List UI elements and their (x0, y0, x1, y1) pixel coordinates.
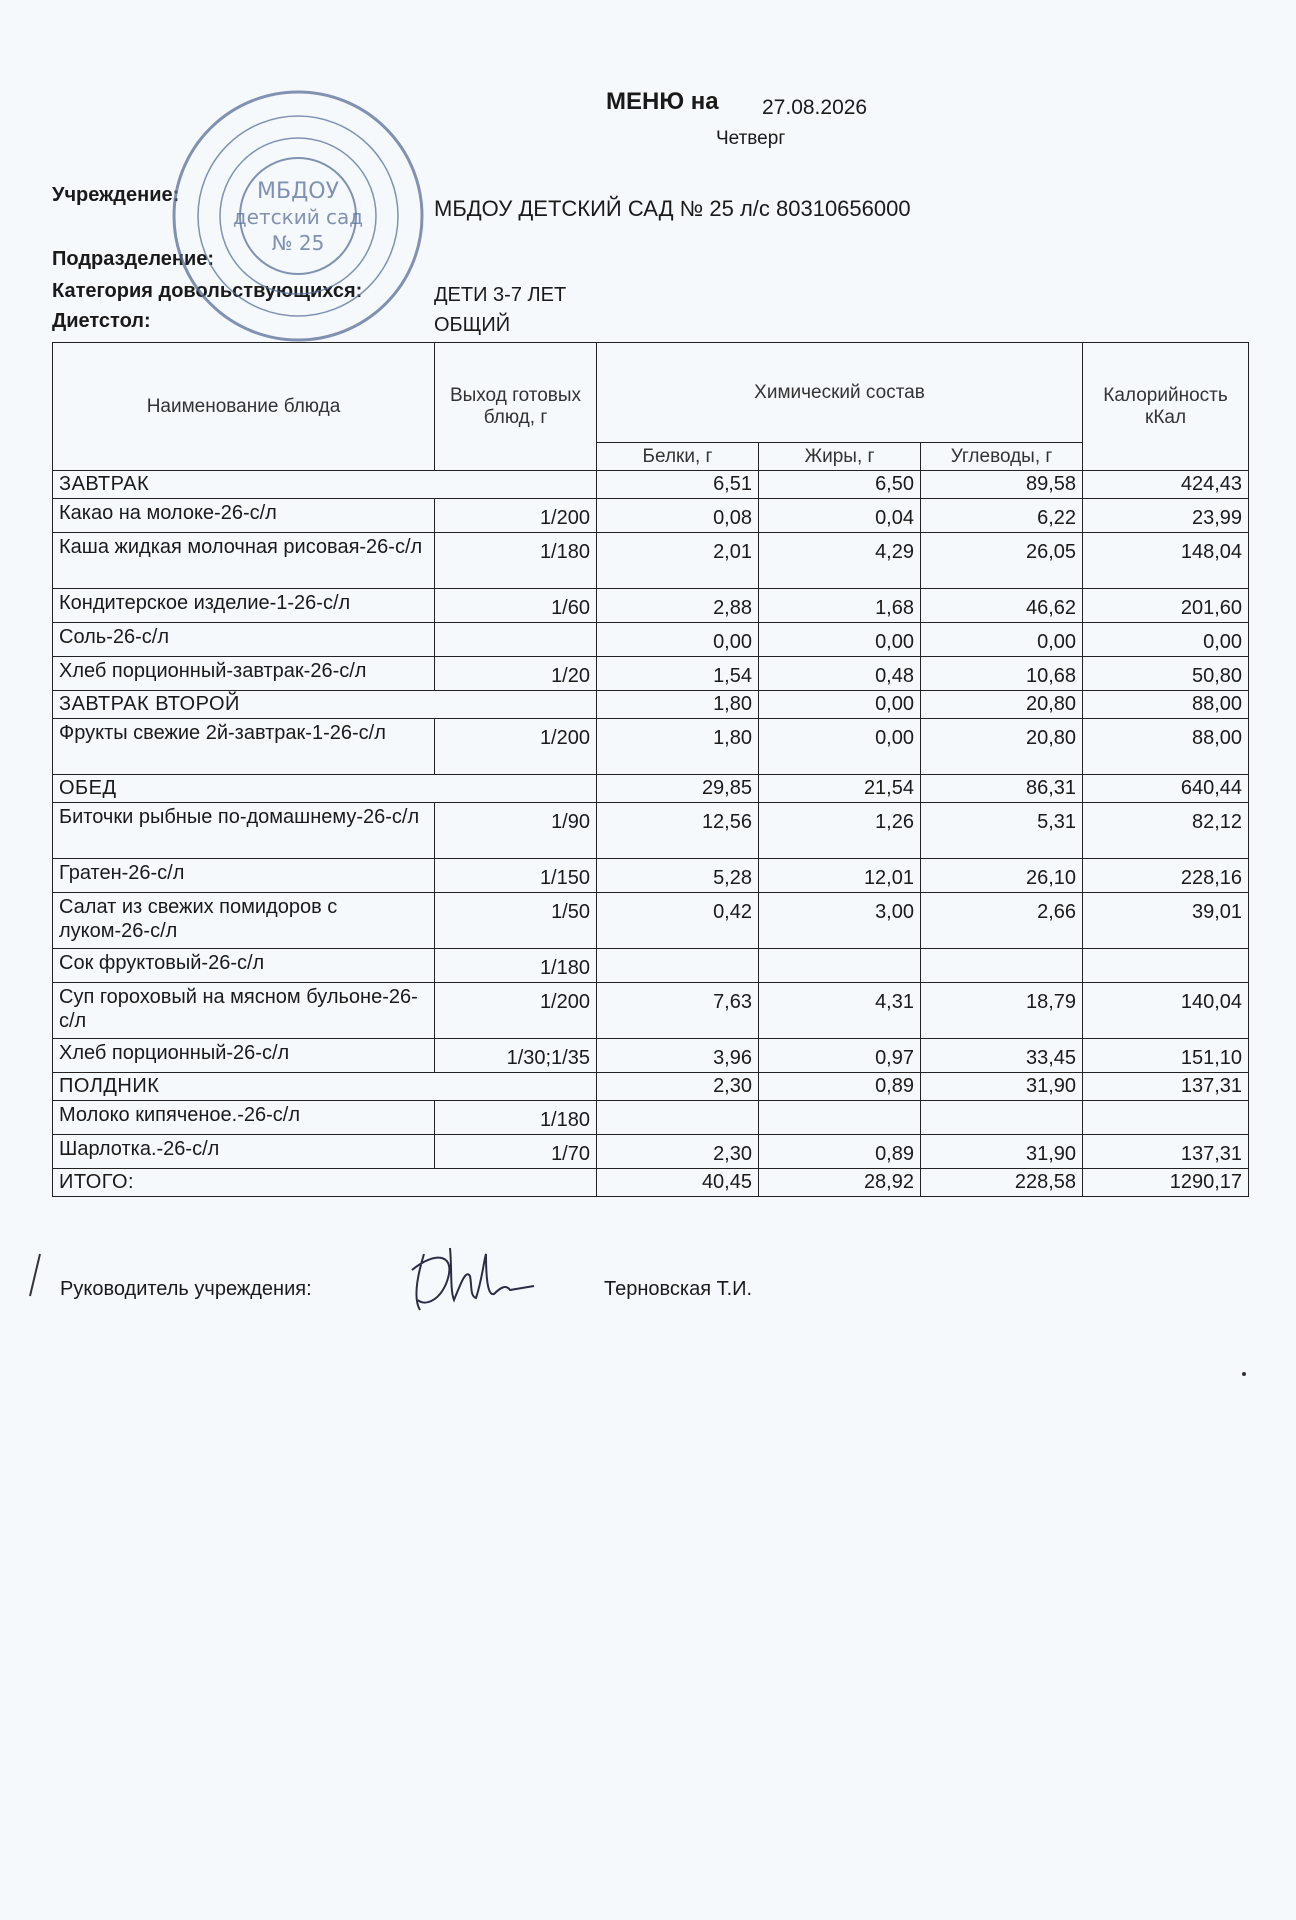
dish-row (53, 983, 1249, 1039)
section-row (53, 691, 1249, 719)
dish-protein: 0,42 (597, 893, 759, 949)
dish-kcal: 140,04 (1083, 983, 1249, 1039)
section-fat: 6,50 (759, 471, 921, 499)
dish-carbs: 0,00 (921, 623, 1083, 657)
dish-yield: 1/200 (435, 983, 597, 1039)
dish-row (53, 803, 1249, 859)
dish-protein: 7,63 (597, 983, 759, 1039)
dish-row (53, 1039, 1249, 1073)
head-name: Терновская Т.И. (604, 1278, 753, 1300)
section-row (53, 775, 1249, 803)
dish-name: Салат из свежих помидоров с луком-26-с/л (53, 893, 435, 949)
dish-kcal: 82,12 (1083, 803, 1249, 859)
dish-name: Каша жидкая молочная рисовая-26-с/л (53, 533, 435, 589)
section-protein: 1,80 (597, 691, 759, 719)
dish-fat: 3,00 (759, 893, 921, 949)
dish-kcal: 201,60 (1083, 589, 1249, 623)
dish-kcal: 228,16 (1083, 859, 1249, 893)
dish-name: Сок фруктовый-26-с/л (53, 949, 435, 983)
dish-name: Шарлотка.-26-с/л (53, 1135, 435, 1169)
dish-yield: 1/70 (435, 1135, 597, 1169)
dish-fat: 0,97 (759, 1039, 921, 1073)
section-carbs: 31,90 (921, 1073, 1083, 1101)
dish-fat (759, 949, 921, 983)
dish-name: Суп гороховый на мясном бульоне-26-с/л (53, 983, 435, 1039)
dish-carbs: 31,90 (921, 1135, 1083, 1169)
total-carbs: 228,58 (921, 1169, 1083, 1197)
dish-protein: 12,56 (597, 803, 759, 859)
dish-kcal (1083, 1101, 1249, 1135)
section-name: ЗАВТРАК (53, 471, 597, 499)
dish-yield: 1/200 (435, 499, 597, 533)
section-kcal: 88,00 (1083, 691, 1249, 719)
dish-protein: 2,88 (597, 589, 759, 623)
dish-carbs: 6,22 (921, 499, 1083, 533)
dish-name: Какао на молоке-26-с/л (53, 499, 435, 533)
dish-yield: 1/180 (435, 533, 597, 589)
dish-fat: 0,89 (759, 1135, 921, 1169)
dish-name: Молоко кипяченое.-26-с/л (53, 1101, 435, 1135)
category-value: ДЕТИ 3-7 ЛЕТ (434, 284, 567, 306)
section-kcal: 640,44 (1083, 775, 1249, 803)
dish-row (53, 623, 1249, 657)
dish-fat (759, 1101, 921, 1135)
section-kcal: 137,31 (1083, 1073, 1249, 1101)
dish-yield: 1/20 (435, 657, 597, 691)
section-row (53, 471, 1249, 499)
dish-row (53, 533, 1249, 589)
menu-weekday: Четверг (716, 128, 786, 149)
dish-kcal: 0,00 (1083, 623, 1249, 657)
dish-name: Кондитерское изделие-1-26-с/л (53, 589, 435, 623)
dish-fat: 12,01 (759, 859, 921, 893)
dish-protein: 5,28 (597, 859, 759, 893)
dish-yield: 1/150 (435, 859, 597, 893)
institution-stamp (168, 86, 428, 346)
signature (406, 1240, 536, 1314)
dish-yield: 1/50 (435, 893, 597, 949)
dish-fat: 0,04 (759, 499, 921, 533)
dish-yield: 1/60 (435, 589, 597, 623)
dish-fat: 4,29 (759, 533, 921, 589)
total-protein: 40,45 (597, 1169, 759, 1197)
dish-kcal: 50,80 (1083, 657, 1249, 691)
stamp-line-2: детский сад (232, 205, 364, 229)
menu-body (53, 471, 1249, 1197)
dish-row (53, 859, 1249, 893)
dish-fat: 1,26 (759, 803, 921, 859)
dish-row (53, 657, 1249, 691)
dish-protein: 1,80 (597, 719, 759, 775)
dish-yield (435, 623, 597, 657)
dish-protein: 3,96 (597, 1039, 759, 1073)
dish-row (53, 893, 1249, 949)
dish-name: Фрукты свежие 2й-завтрак-1-26-с/л (53, 719, 435, 775)
diet-label: Диетстол: (52, 310, 151, 332)
stamp-line-3: № 25 (271, 231, 325, 255)
dish-kcal: 88,00 (1083, 719, 1249, 775)
section-protein: 6,51 (597, 471, 759, 499)
dish-name: Биточки рыбные по-домашнему-26-с/л (53, 803, 435, 859)
menu-table (52, 342, 1249, 1197)
document-title: МЕНЮ на (606, 88, 719, 115)
dish-carbs: 46,62 (921, 589, 1083, 623)
slash-mark (28, 1252, 42, 1298)
diet-value: ОБЩИЙ (434, 314, 511, 336)
dish-protein: 2,30 (597, 1135, 759, 1169)
dish-row (53, 949, 1249, 983)
section-carbs: 89,58 (921, 471, 1083, 499)
total-fat: 28,92 (759, 1169, 921, 1197)
dish-kcal: 151,10 (1083, 1039, 1249, 1073)
dish-name: Хлеб порционный-26-с/л (53, 1039, 435, 1073)
dish-carbs: 20,80 (921, 719, 1083, 775)
menu-date: 27.08.2026 (762, 96, 868, 119)
dish-yield: 1/90 (435, 803, 597, 859)
header-carbs: Углеводы, г (921, 443, 1083, 471)
dish-carbs: 18,79 (921, 983, 1083, 1039)
section-protein: 29,85 (597, 775, 759, 803)
dish-name: Гратен-26-с/л (53, 859, 435, 893)
dish-protein (597, 1101, 759, 1135)
section-fat: 0,89 (759, 1073, 921, 1101)
section-name: ОБЕД (53, 775, 597, 803)
header-dish-name: Наименование блюда (53, 343, 435, 471)
dish-carbs: 26,05 (921, 533, 1083, 589)
dish-fat: 4,31 (759, 983, 921, 1039)
institution-value: МБДОУ ДЕТСКИЙ САД № 25 л/с 80310656000 (434, 196, 911, 221)
header-chemical: Химический состав (597, 343, 1083, 443)
head-label: Руководитель учреждения: (60, 1278, 312, 1300)
dish-protein: 1,54 (597, 657, 759, 691)
dish-kcal: 137,31 (1083, 1135, 1249, 1169)
dish-protein (597, 949, 759, 983)
category-label: Категория довольствующихся: (52, 280, 363, 302)
dish-yield: 1/180 (435, 949, 597, 983)
dish-carbs (921, 1101, 1083, 1135)
dish-kcal: 23,99 (1083, 499, 1249, 533)
dish-protein: 0,08 (597, 499, 759, 533)
dish-carbs (921, 949, 1083, 983)
dish-row (53, 719, 1249, 775)
section-row (53, 1073, 1249, 1101)
header-yield: Выход готовых блюд, г (435, 343, 597, 471)
division-label: Подразделение: (52, 248, 215, 270)
dish-fat: 0,00 (759, 719, 921, 775)
section-fat: 21,54 (759, 775, 921, 803)
dish-carbs: 33,45 (921, 1039, 1083, 1073)
header-calories: Калорийность кКал (1083, 343, 1249, 471)
dish-kcal: 148,04 (1083, 533, 1249, 589)
total-kcal: 1290,17 (1083, 1169, 1249, 1197)
dish-row (53, 589, 1249, 623)
dish-carbs: 26,10 (921, 859, 1083, 893)
dish-carbs: 2,66 (921, 893, 1083, 949)
dish-yield: 1/180 (435, 1101, 597, 1135)
header-protein: Белки, г (597, 443, 759, 471)
total-row (53, 1169, 1249, 1197)
dish-kcal: 39,01 (1083, 893, 1249, 949)
total-label: ИТОГО: (53, 1169, 597, 1197)
dish-fat: 0,00 (759, 623, 921, 657)
dish-fat: 0,48 (759, 657, 921, 691)
dish-protein: 0,00 (597, 623, 759, 657)
section-carbs: 20,80 (921, 691, 1083, 719)
dish-protein: 2,01 (597, 533, 759, 589)
section-protein: 2,30 (597, 1073, 759, 1101)
section-carbs: 86,31 (921, 775, 1083, 803)
section-name: ЗАВТРАК ВТОРОЙ (53, 691, 597, 719)
dish-name: Хлеб порционный-завтрак-26-с/л (53, 657, 435, 691)
dish-row (53, 1135, 1249, 1169)
stray-dot (1242, 1372, 1246, 1376)
section-name: ПОЛДНИК (53, 1073, 597, 1101)
dish-row (53, 499, 1249, 533)
dish-row (53, 1101, 1249, 1135)
dish-carbs: 5,31 (921, 803, 1083, 859)
header-fat: Жиры, г (759, 443, 921, 471)
section-kcal: 424,43 (1083, 471, 1249, 499)
dish-carbs: 10,68 (921, 657, 1083, 691)
dish-name: Соль-26-с/л (53, 623, 435, 657)
dish-yield: 1/30;1/35 (435, 1039, 597, 1073)
dish-yield: 1/200 (435, 719, 597, 775)
stamp-line-1: МБДОУ (257, 179, 339, 204)
dish-kcal (1083, 949, 1249, 983)
section-fat: 0,00 (759, 691, 921, 719)
institution-label: Учреждение: (52, 184, 180, 206)
dish-fat: 1,68 (759, 589, 921, 623)
